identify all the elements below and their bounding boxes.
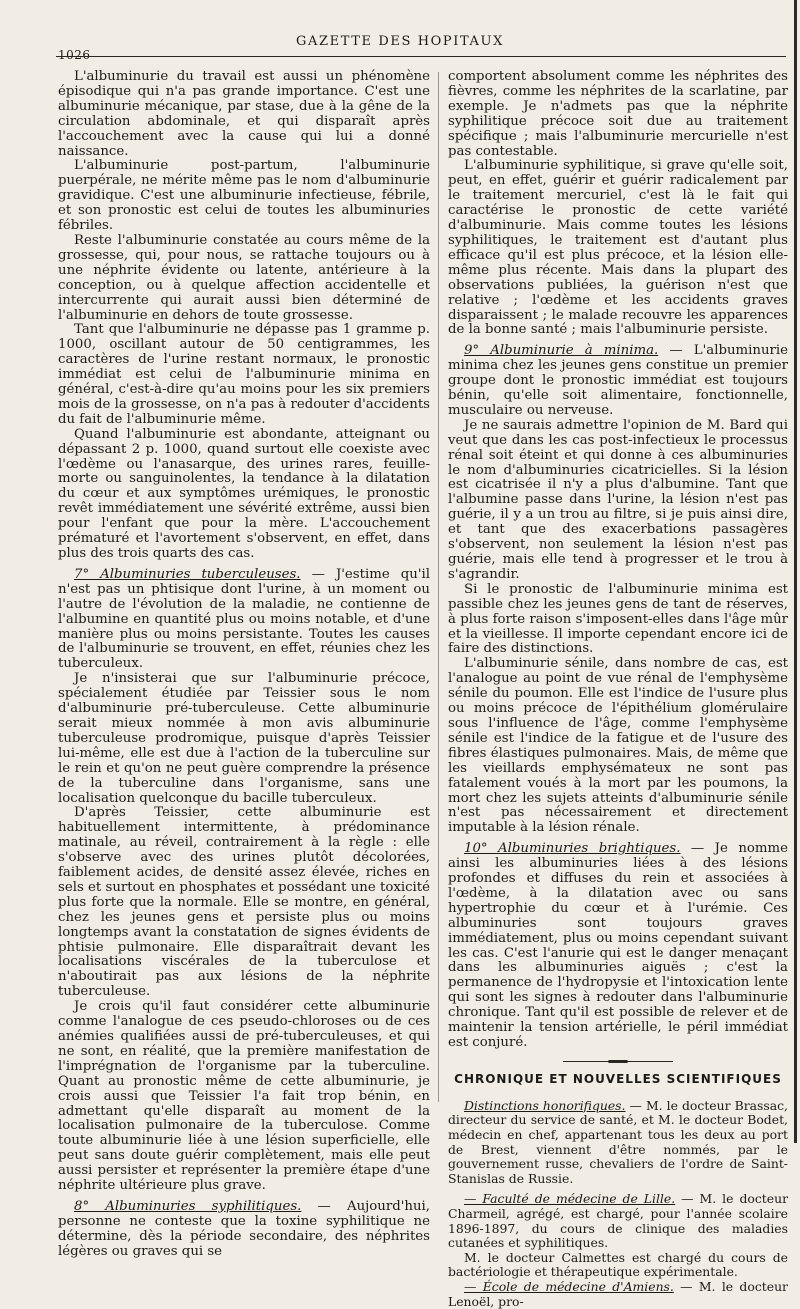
page-edge (794, 0, 797, 1143)
section-10-title: 10° Albuminuries brightiques. (464, 841, 681, 857)
running-title: GAZETTE DES HOPITAUX (296, 34, 504, 49)
left-column (58, 70, 430, 1260)
section-7-paragraph (58, 568, 430, 672)
paragraph: Je ne saurais admettre l'opinion de M. Bard qui veut que dans les cas post-infectieux le processus rénal soit éteint et qui donne à ces albuminuries le nom d'albuminuries cicatricielles. Si la lésion est cicatrisée il n'y a plus d'albumine. Tant que l'albumine passe dans l'urine, la lésion n'est pas guérie, il y a un trou au filtre, si je puis ainsi dire, et tant que des exacerbations passagères s'observent, non seulement la lésion n'est pas guérie, mais elle tend à progresser et le trou à s'agrandir. (448, 417, 788, 582)
news-item-text: — M. le docteur Lenoël, pro- (448, 1278, 788, 1309)
section-10-paragraph (448, 842, 788, 1051)
paragraph: Je crois qu'il faut considérer cette albuminurie comme l'analogue de ces pseudo-chloroses ou de ces anémies qualifiées aussi de pré-tuberculeuses, et qui ne sont, en réalité, que la première manifestation de l'imprégnation de l'organisme par la tuberculine. Quant au pronostic même de cette albuminurie, je crois aussi que Teissier l'a fait trop bénin, en admettant qu'elle disparaît au moment de la localisation pulmonaire de la tuberculose. Comme toute albuminurie liée à une lésion superficielle, elle peut sans doute guérir complètement, mais elle peut aussi persister et représenter la première étape d'une néphrite ultérieure plus grave. (58, 999, 430, 1194)
news-item (448, 1280, 788, 1309)
section-8-text: — Aujourd'hui, personne ne conteste que la toxine syphilitique ne détermine, dès la période secondaire, des néphrites légères ou graves qui se (58, 1198, 430, 1259)
section-7-text: — J'estime qu'il n'est pas un phtisique dont l'urine, à un moment ou l'autre de l'évolution de la maladie, ne contienne de l'albumine en quantité plus ou moins notable, et d'une manière plus ou moins persistante. Toutes les causes de l'albuminurie se trouvent, en effet, réunies chez les tuberculeux. (58, 566, 430, 672)
news-item-text: — M. le docteur Charmeil, agrégé, est chargé, pour l'année scolaire 1896-1897, du cours de clinique des maladies cutanées et syphilitiques. (448, 1191, 788, 1251)
section-10-text: — Je nomme ainsi les albuminuries liées à des lésions profondes et diffuses du rein et associées à l'œdème, à la dilatation avec ou sans hypertrophie du cœur et à l'urémie. Ces albuminuries sont toujours graves immédiatement, plus ou moins cependant suivant les cas. C'est l'anurie qui est le danger menaçant dans les albuminuries aiguës ; c'est la permanence de l'hydropysie et l'intoxication lente qui sont les signes à redouter dans l'albuminurie chronique. Tant qu'il est possible de relever et de maintenir la tension artérielle, le péril immédiat est conjuré. (448, 841, 788, 1050)
paragraph: Je n'insisterai que sur l'albuminurie précoce, spécialement étudiée par Teissier sous le nom d'albuminurie pré-tuberculeuse. Cette albuminurie serait mieux nommée à mon avis albuminurie tuberculeuse prodromique, puisque d'après Teissier lui-même, elle est due à l'action de la tuberculine sur le rein et qu'on ne peut guère comprendre la présence de la tuberculine dans l'organisme, sans une localisation quelconque du bacille tuberculeux. (58, 671, 430, 806)
section-9-text: — L'albuminurie minima chez les jeunes gens constitue un premier groupe dont le pronostic immédiat est toujours bénin, qu'elle soit alimentaire, fonctionnelle, musculaire ou nerveuse. (448, 343, 788, 418)
section-8-title: 8° Albuminuries syphilitiques. (74, 1198, 302, 1214)
paragraph: L'albuminurie syphilitique, si grave qu'elle soit, peut, en effet, guérir et guérir radicalement par le traitement mercuriel, c'est là le fait qui caractérise le pronostic de cette variété d'albuminurie. Mais comme toutes les lésions syphilitiques, le traitement est d'autant plus efficace qu'il est plus précoce, et la lésion elle-même plus récente. Mais dans la plupart des observations publiées, la guérison n'est que relative ; l'œdème et les accidents graves disparaissent ; le malade recouvre les apparences de la bonne santé ; mais l'albuminurie persiste. (448, 158, 788, 338)
news-item-title: Distinctions honorifiques. (464, 1097, 626, 1113)
header-rule (56, 56, 786, 57)
page-number: 1026 (58, 48, 91, 62)
paragraph: Tant que l'albuminurie ne dépasse pas 1 gramme p. 1000, oscillant autour de 50 centigrammes, les caractères de l'urine restant normaux, le pronostic immédiat est celui de l'albuminurie minima en général, c'est-à-dire qu'au moins pour les six premiers mois de la grossesse, on n'a pas à redouter d'accidents du fait de l'albuminurie même. (58, 322, 430, 427)
news-item (448, 1192, 788, 1250)
news-item-title: — Faculté de médecine de Lille. (464, 1191, 676, 1207)
section-7-title: 7° Albuminuries tuberculeuses. (74, 566, 301, 582)
news-item-text: M. le docteur Calmettes est chargé du cours de bactériologie et thérapeutique expérimentale. (448, 1249, 788, 1280)
news-item-text: — M. le docteur Brassac, directeur du service de santé, et M. le docteur Bodet, médecin en chef, appartenant tous les deux au port de Brest, viennent d'être nommés, par le gouvernement russe, chevaliers de l'ordre de Saint-Stanislas de Russie. (448, 1097, 788, 1186)
paragraph: Si le pronostic de l'albuminurie minima est passible chez les jeunes gens de tant de réserves, à plus forte raison s'imposent-elles dans l'âge mûr et la vieillesse. Il importe cependant encore ici de faire des distinctions. (448, 581, 788, 657)
news-section-heading: CHRONIQUE ET NOUVELLES SCIENTIFIQUES (454, 1071, 782, 1086)
section-8-paragraph (58, 1200, 430, 1260)
paragraph: Reste l'albuminurie constatée au cours même de la grossesse, qui, pour nous, se rattache toujours ou à une néphrite évidente ou latente, antérieure à la conception, ou à quelque affection accidentelle et intercurrente qui aurait aussi bien déterminé de l'albuminurie en dehors de toute grossesse. (58, 232, 430, 323)
paragraph: L'albuminurie sénile, dans nombre de cas, est l'analogue au point de vue rénal de l'emphysème sénile du poumon. Elle est l'indice de l'usure plus ou moins précoce de l'épithélium glomérulaire sous l'influence de l'âge, comme l'emphysème sénile est l'indice de la fatigue et de l'usure des fibres élastiques pulmonaires. Mais, de même que les vieillards emphysémateux ne sont pas fatalement voués à la mort par les poumons, la mort chez les sujets atteints d'albuminurie sénile n'est pas nécessairement et directement imputable à la lésion rénale. (448, 656, 788, 836)
news-item-title: — École de médecine d'Amiens. (464, 1278, 674, 1294)
news-section (448, 1099, 788, 1309)
column-divider (438, 72, 439, 1102)
right-column (448, 70, 788, 1309)
paragraph: L'albuminurie post-partum, l'albuminurie puerpérale, ne mérite même pas le nom d'albuminurie gravidique. C'est une albuminurie infectieuse, fébrile, et son pronostic est celui de toutes les albuminuries fébriles. (58, 158, 430, 234)
paragraph: L'albuminurie du travail est aussi un phénomène épisodique qui n'a pas grande importance. C'est une albuminurie mécanique, par stase, due à la gêne de la circulation abdominale, et qui disparaît après l'accouchement avec la cause qui lui a donné naissance. (58, 69, 430, 159)
section-9-title: 9° Albuminurie à minima. (464, 343, 659, 359)
section-9-paragraph (448, 344, 788, 419)
paragraph: comportent absolument comme les néphrites des fièvres, comme les néphrites de la scarlatine, par exemple. Je n'admets pas que la néphrite syphilitique précoce soit due au traitement spécifique ; mais l'albuminurie mercurielle n'est pas contestable. (448, 69, 788, 159)
paragraph: Quand l'albuminurie est abondante, atteignant ou dépassant 2 p. 1000, quand surtout elle coexiste avec l'œdème ou l'anasarque, des urines rares, feuille-morte ou sanguinolentes, la tendance à la dilatation du cœur et aux symptômes urémiques, le pronostic revêt immédiatement une sévérité extrême, aussi bien pour l'enfant que pour la mère. L'accouchement prématuré et l'avortement s'observent, en effet, dans plus des trois quarts des cas. (58, 426, 430, 561)
section-ornament (448, 1061, 788, 1062)
paragraph: D'après Teissier, cette albuminurie est habituellement intermittente, à prédominance matinale, au réveil, contrairement à la règle : elle s'observe avec des urines plutôt décolorées, faiblement acides, de densité assez élevée, riches en sels et surtout en phosphates et possédant une toxicité plus forte que la normale. Elle se montre, en général, chez les jeunes gens et persiste plus ou moins longtemps avant la constatation de signes évidents de phtisie pulmonaire. Elle disparaîtrait devant les localisations viscérales de la tuberculose et n'aboutirait pas aux lésions de la néphrite tuberculeuse. (58, 805, 430, 1000)
